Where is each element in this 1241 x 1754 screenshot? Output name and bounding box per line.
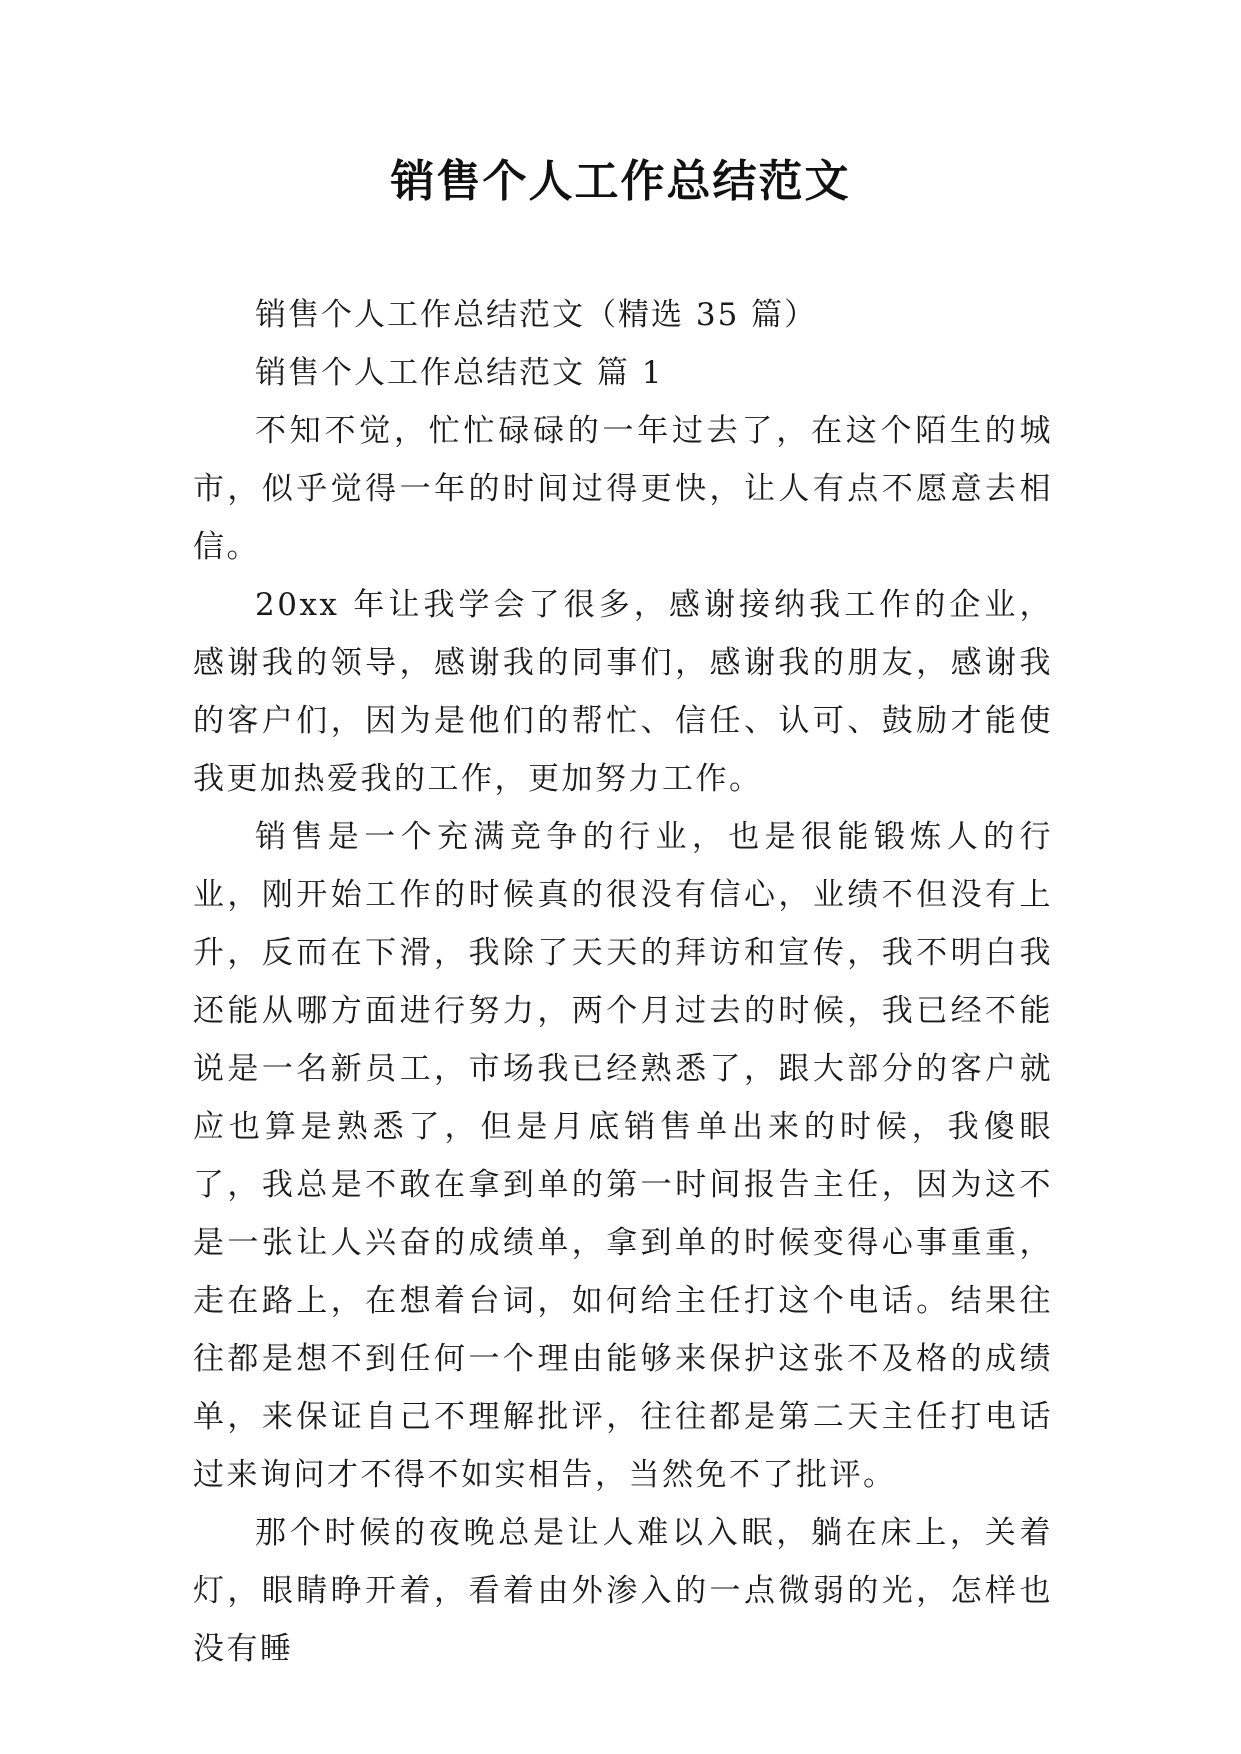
body-paragraph-3: 销售是一个充满竞争的行业，也是很能锻炼人的行业，刚开始工作的时候真的很没有信心，业绩不但没有上升，反而在下滑，我除了天天的拜访和宣传，我不明白我还能从哪方面进行努力，两个月过去的时候，我已经不能说是一名新员工，市场我已经熟悉了，跟大部分的客户就应也算是熟悉了，但是月底销售单出来的时候，我傻眼了，我总是不敢在拿到单的第一时间报告主任，因为这不是一张让人兴奋的成绩单，拿到单的时候变得心事重重，走在路上，在想着台词，如何给主任打这个电话。结果往往都是想不到任何一个理由能够来保护这张不及格的成绩单，来保证自己不理解批评，往往都是第二天主任打电话过来询问才不得不如实相告，当然免不了批评。 [193,819,1053,1493]
section-heading: 销售个人工作总结范文 篇 1 [255,355,664,391]
body-paragraph-4: 那个时候的夜晚总是让人难以入眠，躺在床上，关着灯，眼睛睁开着，看着由外渗入的一点微弱的光，怎样也没有睡 [193,1515,1053,1667]
body-paragraph-2: 20xx 年让我学会了很多，感谢接纳我工作的企业，感谢我的领导，感谢我的同事们，感谢我的朋友，感谢我的客户们，因为是他们的帮忙、信任、认可、鼓励才能使我更加热爱我的工作，更加努力工作。 [193,587,1053,797]
subtitle-paragraph: 销售个人工作总结范文（精选 35 篇） [255,297,818,333]
body-paragraph-1: 不知不觉，忙忙碌碌的一年过去了，在这个陌生的城市，似乎觉得一年的时间过得更快，让人有点不愿意去相信。 [193,413,1053,565]
document-title: 销售个人工作总结范文 [390,156,851,207]
document-body [193,286,1053,1678]
